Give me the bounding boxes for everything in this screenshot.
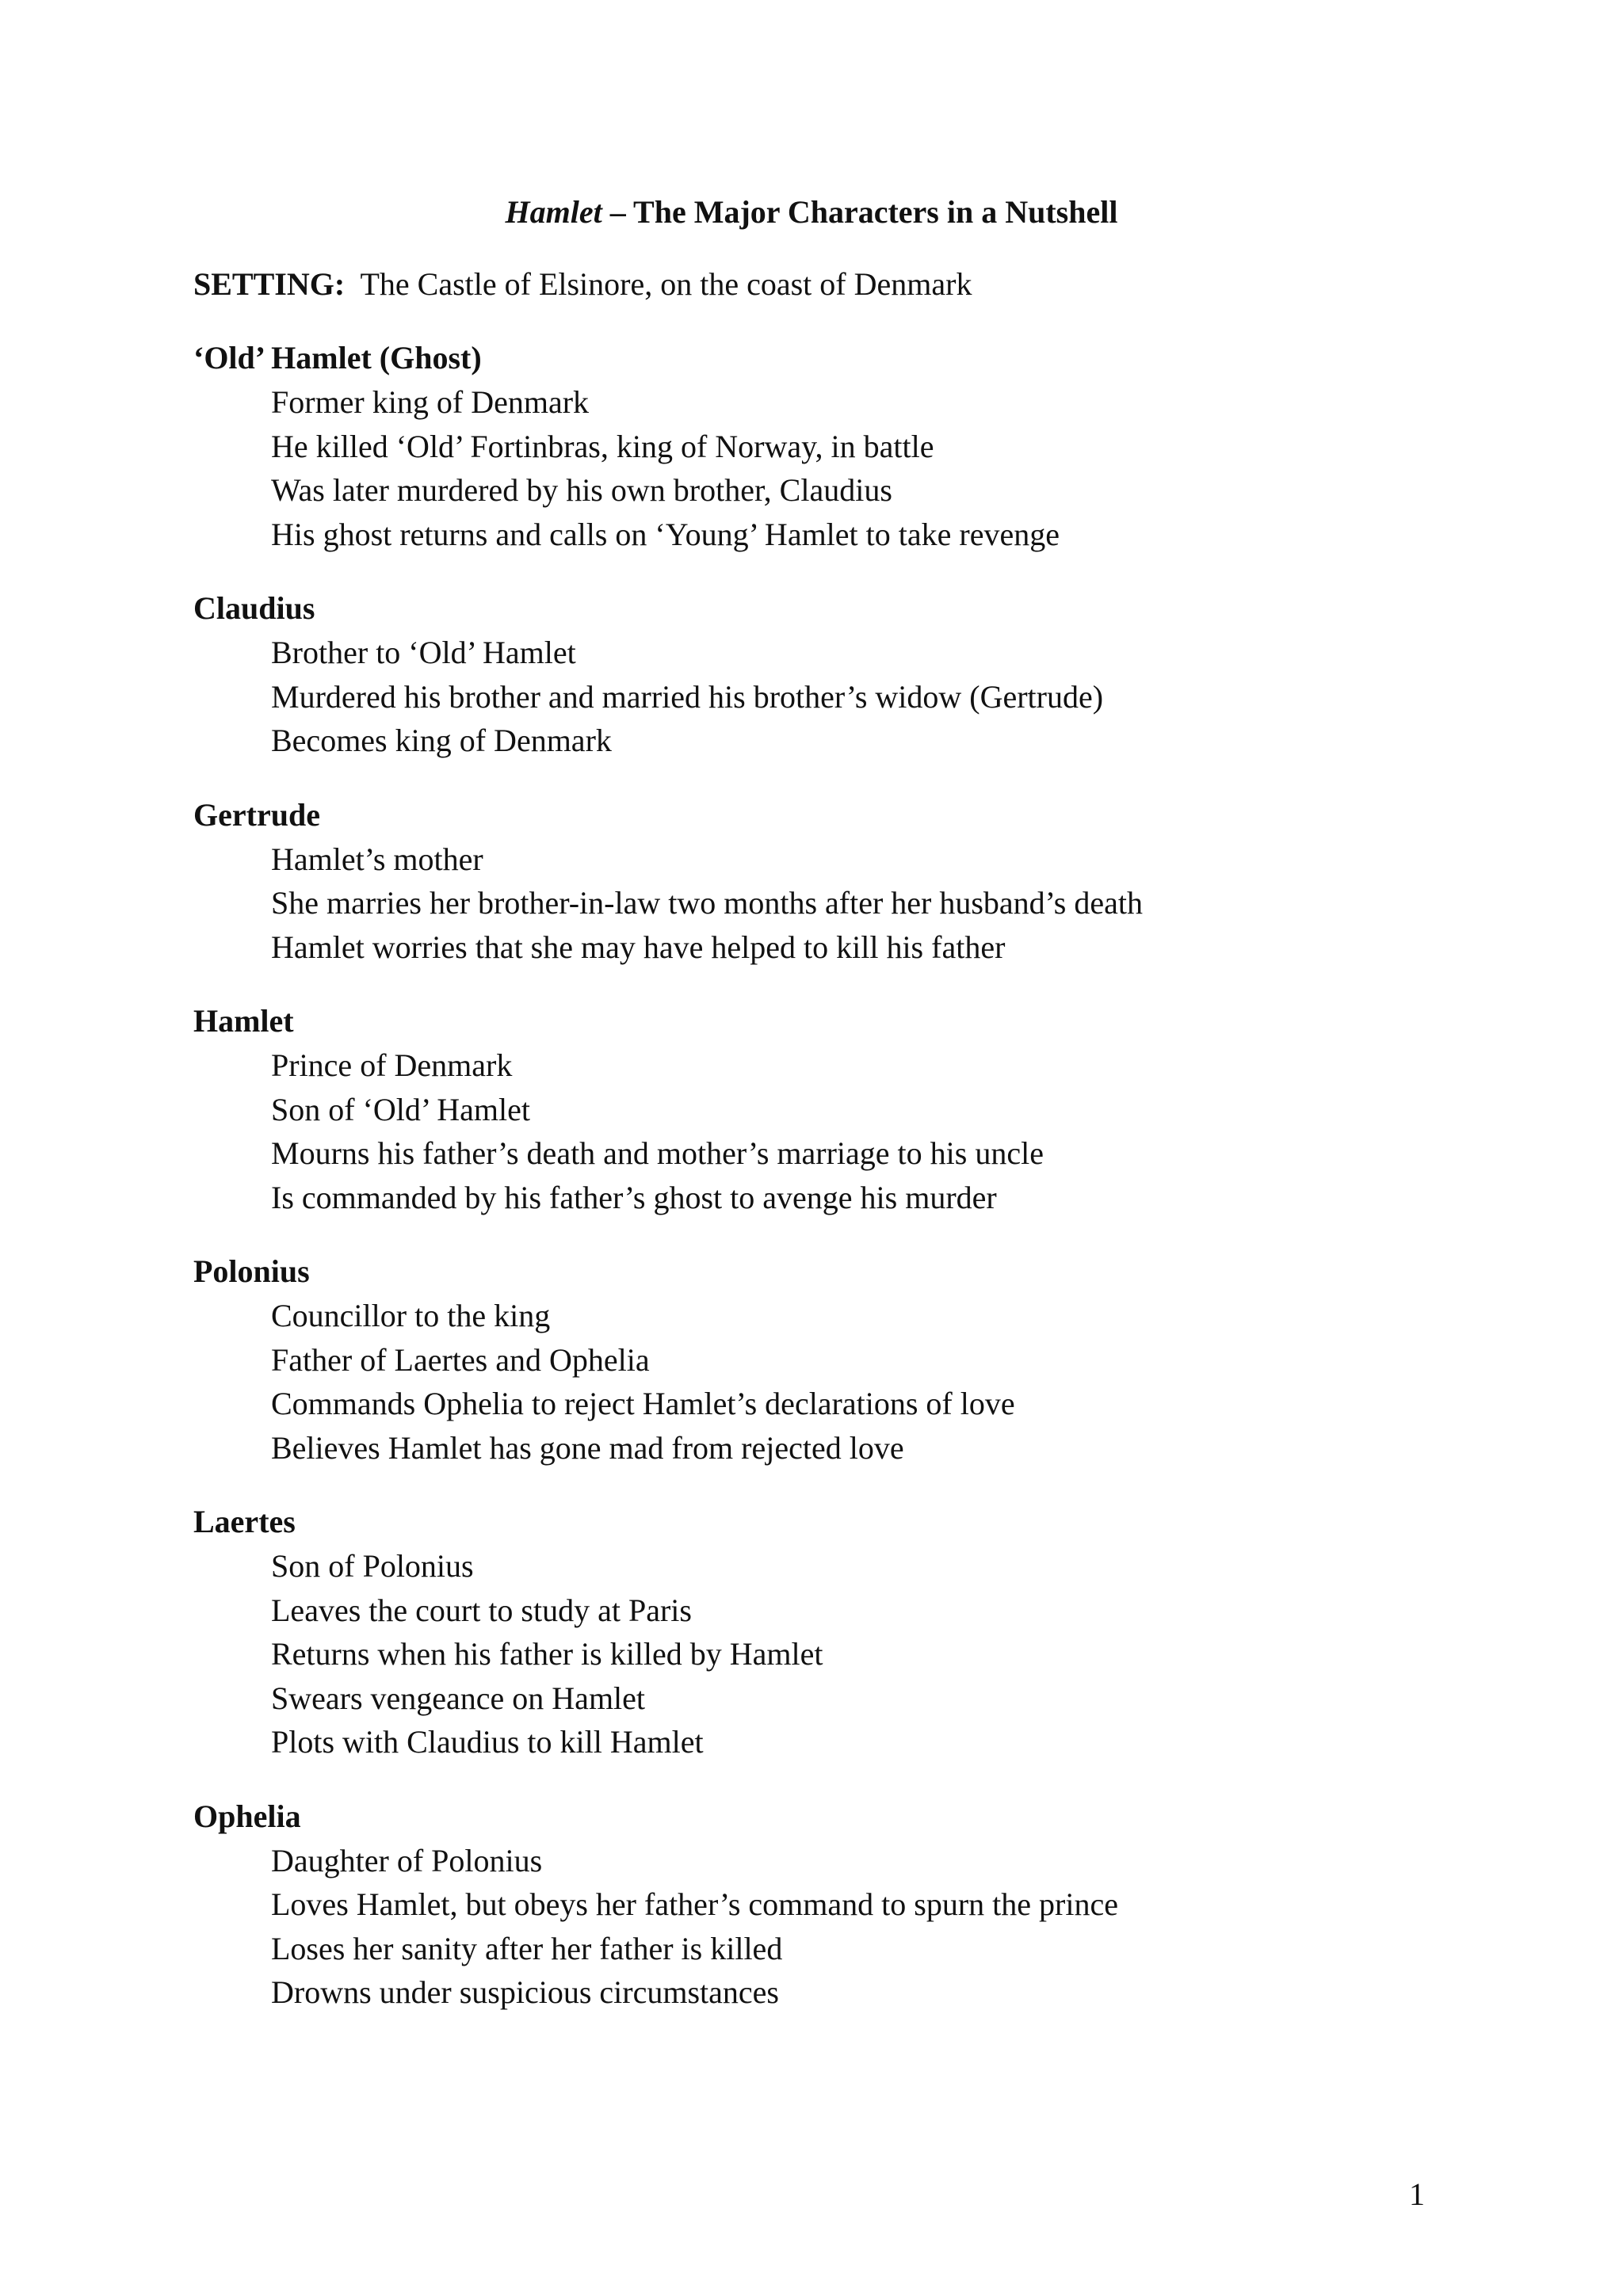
character-description-line: Father of Laertes and Ophelia [271,1341,650,1378]
character-description-line: Daughter of Polonius [271,1842,543,1878]
character-description-line: Loves Hamlet, but obeys her father’s command to spurn the prince [271,1886,1118,1922]
character-description-list [193,380,1477,556]
character-name: Hamlet [193,1003,294,1039]
character-description-line: Son of Polonius [271,1548,474,1584]
character-description-line: Loses her sanity after her father is killed [271,1930,783,1966]
character-section [193,586,1477,763]
character-section [193,1500,1477,1764]
title-subtitle: – The Major Characters in a Nutshell [601,194,1118,230]
character-description-line: Is commanded by his father’s ghost to avenge his murder [271,1179,997,1215]
character-description-line: Son of ‘Old’ Hamlet [271,1091,530,1127]
character-description-list [193,837,1477,970]
character-description-line: Murdered his brother and married his brother’s widow (Gertrude) [271,678,1104,715]
character-description-list [193,1544,1477,1764]
character-description-line: Swears vengeance on Hamlet [271,1680,646,1716]
title-play-name: Hamlet [505,194,602,230]
character-description-line: Brother to ‘Old’ Hamlet [271,635,576,670]
setting-label: SETTING: [193,266,346,302]
character-name: Gertrude [193,796,320,833]
character-description-line: Former king of Denmark [271,384,590,420]
character-section [193,1794,1477,2015]
character-name: ‘Old’ Hamlet (Ghost) [193,340,482,376]
character-section [193,793,1477,970]
character-name: Polonius [193,1253,310,1289]
character-description-line: He killed ‘Old’ Fortinbras, king of Norway, in battle [271,428,934,464]
character-name: Claudius [193,590,315,626]
character-description-list [193,631,1477,763]
character-description-line: Prince of Denmark [271,1047,513,1083]
character-description-line: Commands Ophelia to reject Hamlet’s declarations of love [271,1386,1015,1421]
character-name: Ophelia [193,1798,301,1834]
character-name: Laertes [193,1504,296,1539]
character-description-line: She marries her brother-in-law two months after her husband’s death [271,885,1143,921]
character-description-line: Leaves the court to study at Paris [271,1592,692,1628]
character-description-line: Plots with Claudius to kill Hamlet [271,1724,704,1760]
character-description-line: His ghost returns and calls on ‘Young’ Hamlet to take revenge [271,516,1060,552]
page-title [0,189,1623,236]
page-number: 1 [1409,2176,1425,2212]
character-description-list [193,1839,1477,2015]
character-description-line: Mourns his father’s death and mother’s marriage to his uncle [271,1135,1044,1171]
character-description-line: Drowns under suspicious circumstances [271,1974,779,2010]
character-description-line: Becomes king of Denmark [271,723,612,758]
character-description-line: Returns when his father is killed by Hamlet [271,1636,823,1672]
character-description-line: Believes Hamlet has gone mad from rejected love [271,1429,904,1466]
character-description-line: Hamlet’s mother [271,841,483,877]
character-section [193,336,1477,556]
character-description-list [193,1294,1477,1470]
setting-line [193,261,972,308]
character-section [193,1249,1477,1470]
setting-text: The Castle of Elsinore, on the coast of Denmark [345,266,972,302]
character-section [193,999,1477,1219]
character-description-line: Hamlet worries that she may have helped to kill his father [271,929,1006,965]
character-description-line: Was later murdered by his own brother, Claudius [271,472,892,508]
character-list [193,336,1477,2045]
character-description-list [193,1043,1477,1219]
character-description-line: Councillor to the king [271,1298,551,1333]
